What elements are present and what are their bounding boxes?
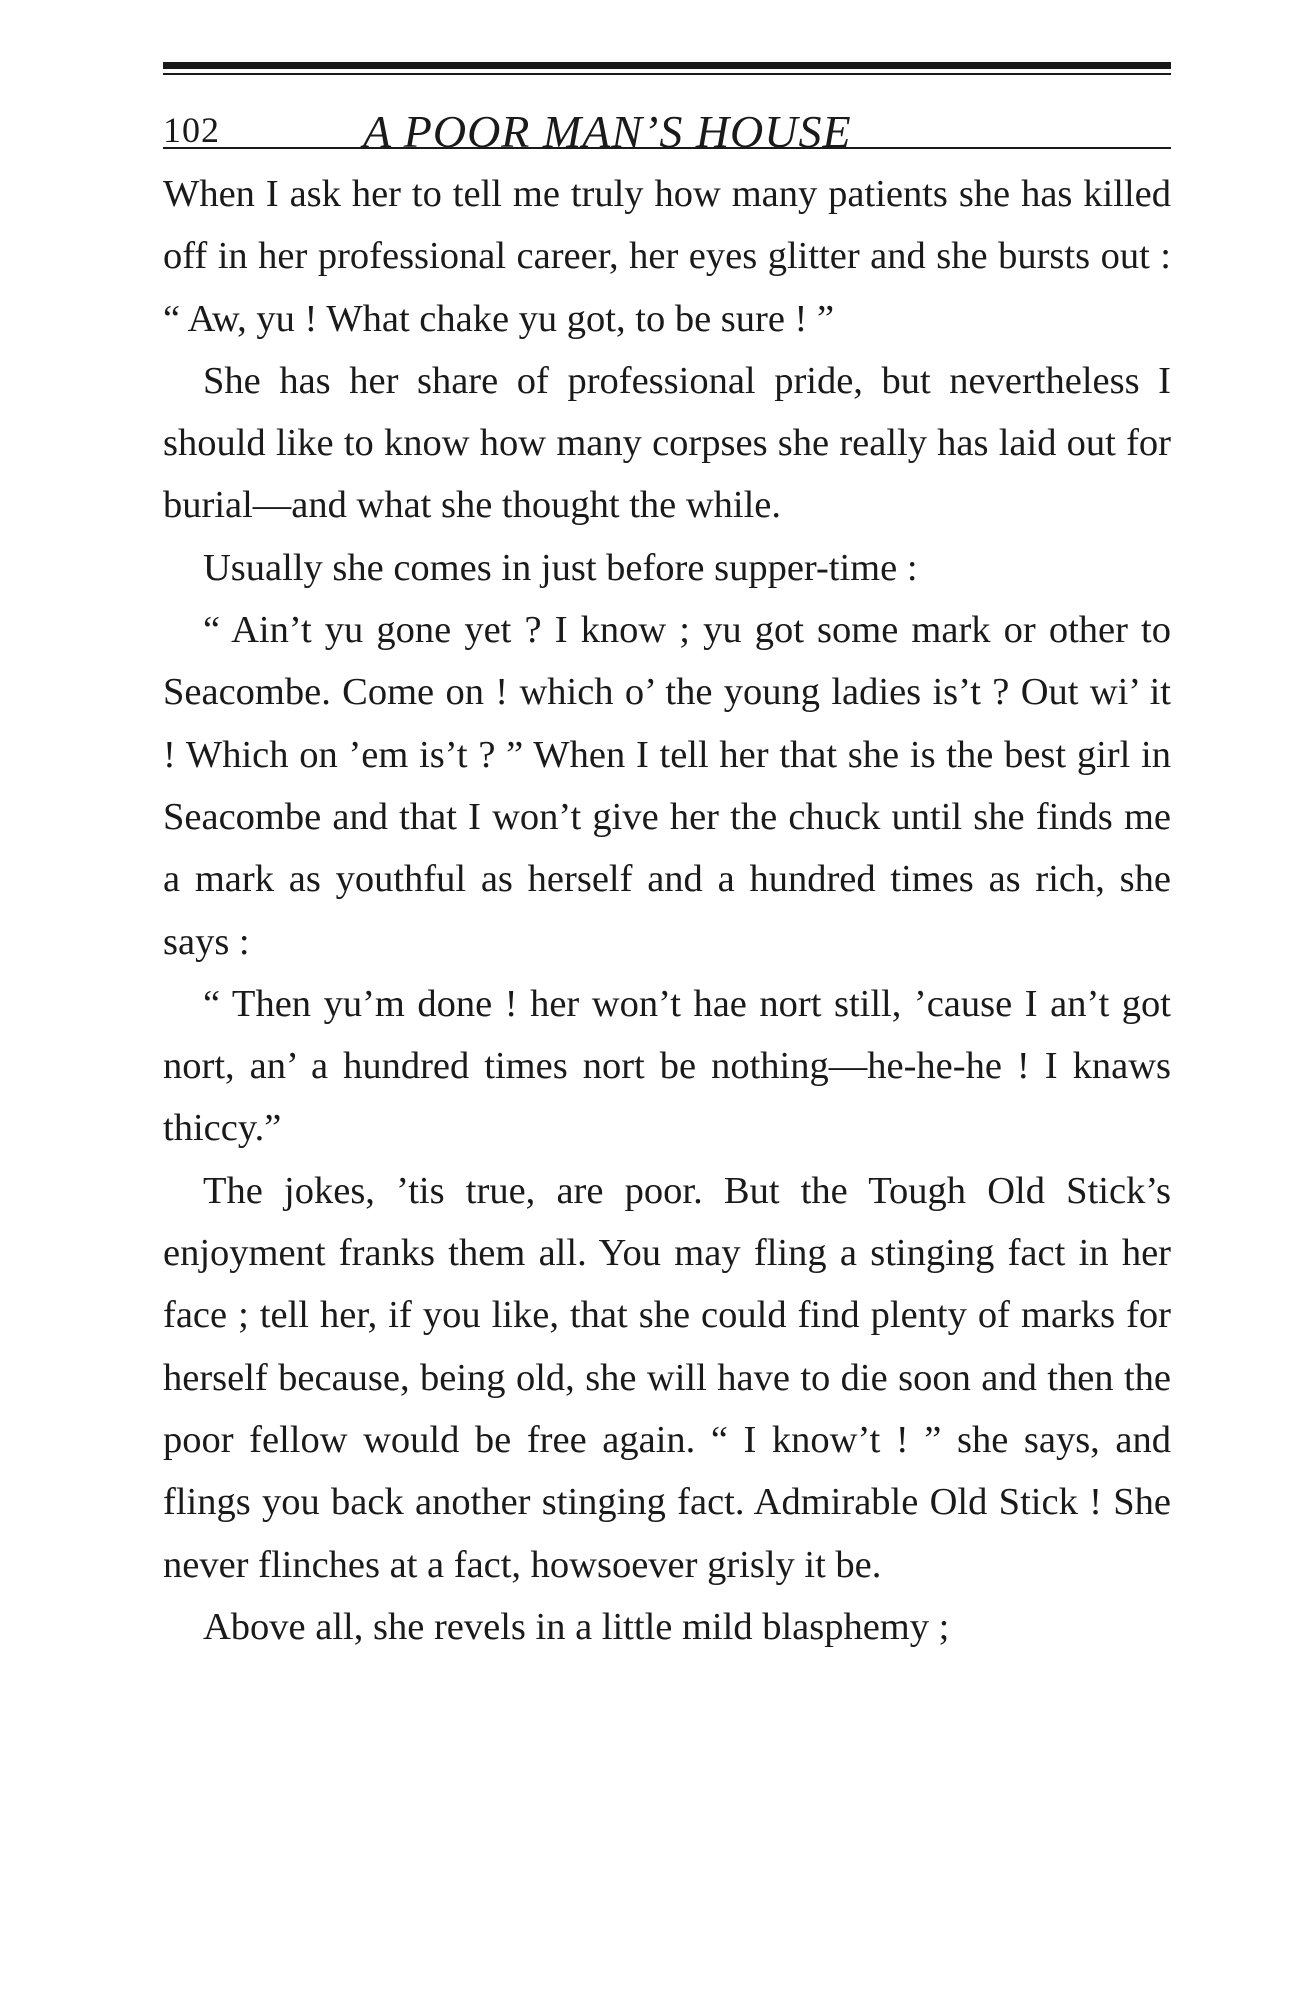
paragraph-3: Usually she comes in just before supper-time : [203,546,918,589]
paragraph-4: “ Ain’t yu gone yet ? I know ; yu got some mark or other to Seacombe. Come on ! which o’ the young ladies is’t ? Out wi’ it ! Which on ’em is’t ? ” When I tell her that she is the best girl in Seacombe and that I won’t give her the chuck until she finds me a mark as youthful as herself and a hundred times as rich, she says : [163,609,1171,963]
running-title: A POOR MAN’S HOUSE [363,106,852,157]
running-head [163,75,1171,157]
paragraph-7: Above all, she revels in a little mild blasphemy ; [203,1605,950,1648]
text-body [163,163,1171,1658]
paragraph-6: The jokes, ’tis true, are poor. But the Tough Old Stick’s enjoyment franks them all. You may fling a stinging fact in her face ; tell her, if you like, that she could find plenty of marks for herself because, being old, she will have to die soon and then the poor fellow would be free again. “ I know’t ! ” she says, and flings you back another stinging fact. Admirable Old Stick ! She never flinches at a fact, howsoever grisly it be. [163,1169,1171,1586]
top-rule-thick [163,62,1171,69]
paragraph-1: When I ask her to tell me truly how many patients she has killed off in her professional career, her eyes glitter and she bursts out : “ Aw, yu ! What chake yu got, to be sure ! ” [163,173,1171,340]
page-number: 102 [163,110,220,150]
book-page [163,62,1171,1658]
paragraph-2: She has her share of professional pride, but nevertheless I should like to know how many corpses she really has laid out for burial—and what she thought the while. [163,359,1171,527]
paragraph-5: “ Then yu’m done ! her won’t hae nort still, ’cause I an’t got nort, an’ a hundred times nort be nothing—he-he-he ! I knaws thiccy.” [163,982,1171,1150]
